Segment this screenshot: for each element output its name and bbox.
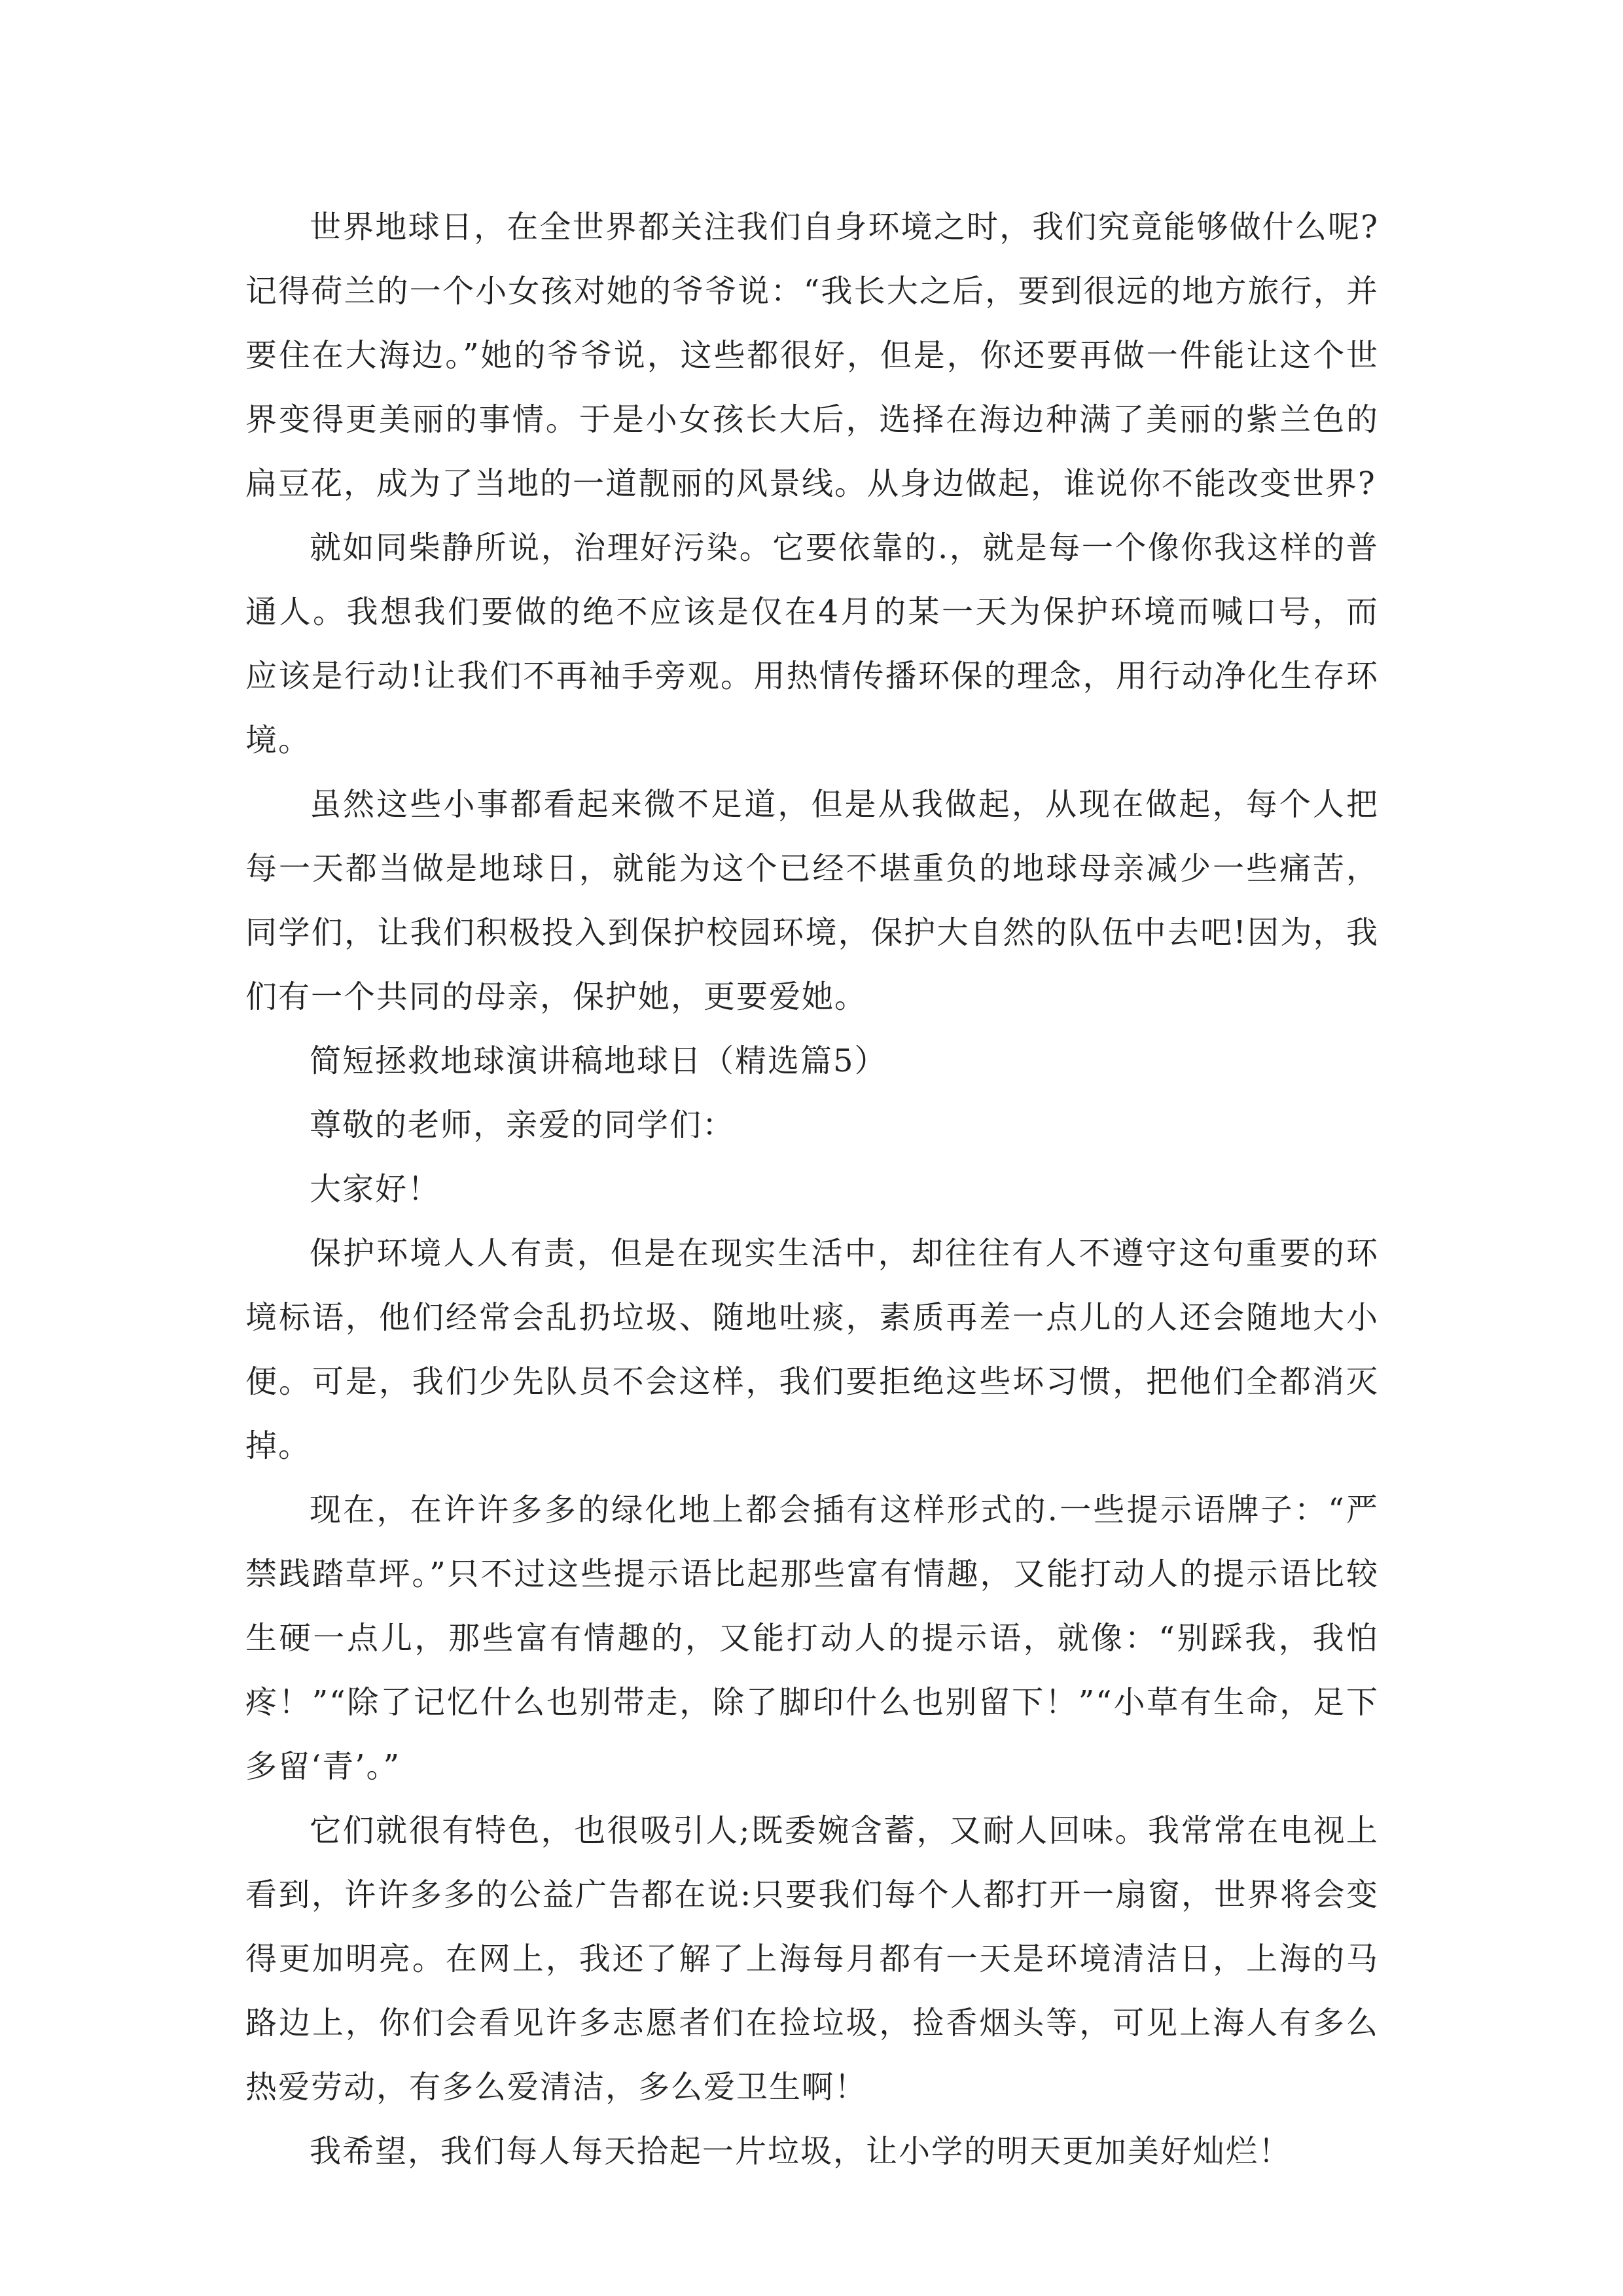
paragraph-8: 现在，在许许多多的绿化地上都会插有这样形式的.一些提示语牌子：“严禁践踏草坪。”只不过这些提示语比起那些富有情趣，又能打动人的提示语比较生硬一点儿，那些富有情趣的，又能打动人的提示语，就像：“别踩我，我怕疼！”“除了记忆什么也别带走，除了脚印什么也别留下！”“小草有生命，足下多留‘青’。” [245, 1492, 1379, 1785]
greeting: 大家好！ [310, 1171, 441, 1208]
paragraph-7: 保护环境人人有责，但是在现实生活中，却往往有人不遵守这句重要的环境标语，他们经常会乱扔垃圾、随地吐痰，素质再差一点儿的人还会随地大小便。可是，我们少先队员不会这样，我们要拒绝这些坏习惯，把他们全都消灭掉。 [245, 1235, 1379, 1464]
section-title: 简短拯救地球演讲稿地球日（精选篇5） [310, 1043, 887, 1079]
salutation: 尊敬的老师，亲爱的同学们： [310, 1107, 736, 1143]
paragraph-9: 它们就很有特色，也很吸引人;既委婉含蓄，又耐人回味。我常常在电视上看到，许许多多的公益广告都在说:只要我们每个人都打开一扇窗，世界将会变得更加明亮。在网上，我还了解了上海每月都有一天是环境清洁日，上海的马路边上，你们会看见许多志愿者们在捡垃圾，捡香烟头等，可见上海人有多么热爱劳动，有多么爱清洁，多么爱卫生啊！ [245, 1812, 1379, 2106]
paragraph-2: 就如同柴静所说，治理好污染。它要依靠的.，就是每一个像你我这样的普通人。我想我们要做的绝不应该是仅在4月的某一天为保护环境而喊口号，而应该是行动!让我们不再袖手旁观。用热情传播环保的理念，用行动净化生存环境。 [245, 529, 1379, 759]
paragraph-1: 世界地球日，在全世界都关注我们自身环境之时，我们究竟能够做什么呢?记得荷兰的一个小女孩对她的爷爷说：“我长大之后，要到很远的地方旅行，并要住在大海边。”她的爷爷说，这些都很好，但是，你还要再做一件能让这个世界变得更美丽的事情。于是小女孩长大后，选择在海边种满了美丽的紫兰色的扁豆花，成为了当地的一道靓丽的风景线。从身边做起，谁说你不能改变世界? [245, 209, 1379, 502]
paragraph-10: 我希望，我们每人每天拾起一片垃圾，让小学的明天更加美好灿烂！ [310, 2133, 1292, 2170]
document-body [245, 195, 1379, 2183]
paragraph-3: 虽然这些小事都看起来微不足道，但是从我做起，从现在做起，每个人把每一天都当做是地球日，就能为这个已经不堪重负的地球母亲减少一些痛苦，同学们，让我们积极投入到保护校园环境，保护大自然的队伍中去吧!因为，我们有一个共同的母亲，保护她，更要爱她。 [245, 786, 1379, 1015]
